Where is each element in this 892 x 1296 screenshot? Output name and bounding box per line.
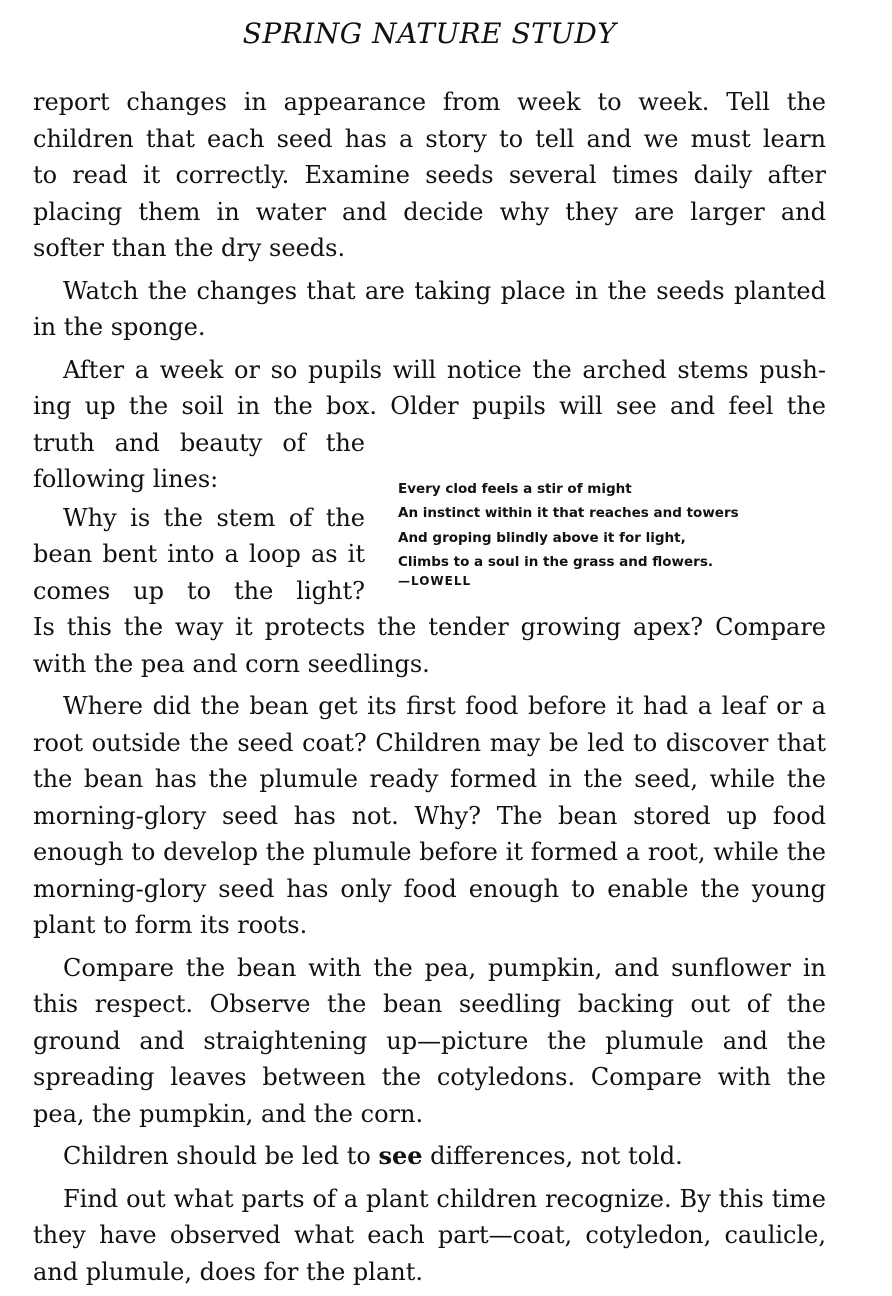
- text-line: ing up the soil in the box. Older pupils will see and feel the: [33, 392, 826, 420]
- text-column: [33, 425, 365, 610]
- emphasis-word: see: [378, 1141, 423, 1170]
- text-line: following lines:: [33, 465, 219, 493]
- poem-line: An instinct within it that reaches and towers: [398, 505, 739, 521]
- paragraph-first-food: Where did the bean get its first food before it had a leaf or a root outside the seed coat? Children may be led to discover that the bean has the plumule ready formed in the seed, while the morning-glory seed has not. Why? The bean stored up food enough to develop the plumule before it formed a root, while the morning-glory seed has only food enough to enable the young plant to form its roots.: [33, 692, 826, 939]
- paragraph-see-differences: [33, 1138, 826, 1175]
- poem-line: Every clod feels a stir of might: [398, 480, 632, 497]
- text-line: comes up to the light?: [33, 576, 365, 605]
- text-line: to read it correctly. Examine seeds several times daily after: [33, 161, 826, 189]
- body-text: [33, 84, 826, 1290]
- text-line: After a week or so pupils will notice the arched stems push-: [63, 355, 826, 384]
- poem-quotation: [398, 477, 826, 589]
- paragraph-plant-parts: Find out what parts of a plant children recognize. By this time they have observed what each part—coat, cotyledon, caulicle, and plumule, does for the plant.: [33, 1184, 826, 1286]
- paragraph-compare-bean: Compare the bean with the pea, pumpkin, and sunflower in this respect. Observe the bean seedling backing out of the ground and straightening up—picture the plumule and the spreading leaves between the cotyledons. Compare with the pea, the pumpkin, and the corn.: [33, 953, 826, 1128]
- text-run: Children should be led to: [63, 1142, 379, 1170]
- text-line: bean bent into a loop as it: [33, 540, 365, 568]
- book-page: [33, 0, 826, 1296]
- text-line: children that each seed has a story to tell and we must learn: [33, 124, 826, 153]
- running-head: SPRING NATURE STUDY: [242, 17, 617, 50]
- poem-line: Climbs to a soul in the grass and flowers.: [398, 554, 713, 570]
- wrap-block: [33, 425, 826, 610]
- paragraph-arched-stems: [33, 352, 826, 683]
- poem-author: —LOWELL: [398, 573, 472, 588]
- text-line: report changes in appearance from week to week. Tell the: [33, 88, 826, 116]
- text-line: truth and beauty of the: [33, 428, 365, 457]
- paragraph-seed-story: [33, 84, 826, 267]
- poem-line: And groping blindly above it for light,: [398, 529, 686, 546]
- text-line: softer than the dry seeds.: [33, 234, 346, 262]
- text-run: differences, not told.: [422, 1142, 683, 1170]
- text-line: Why is the stem of the: [63, 503, 365, 532]
- paragraph-sponge: Watch the changes that are taking place in the seeds planted in the sponge.: [33, 276, 826, 341]
- paragraph-bean-loop-rest: Is this the way it protects the tender growing apex? Compare with the pea and corn seedlings.: [33, 613, 826, 678]
- text-line: placing them in water and decide why they are larger and: [33, 197, 826, 226]
